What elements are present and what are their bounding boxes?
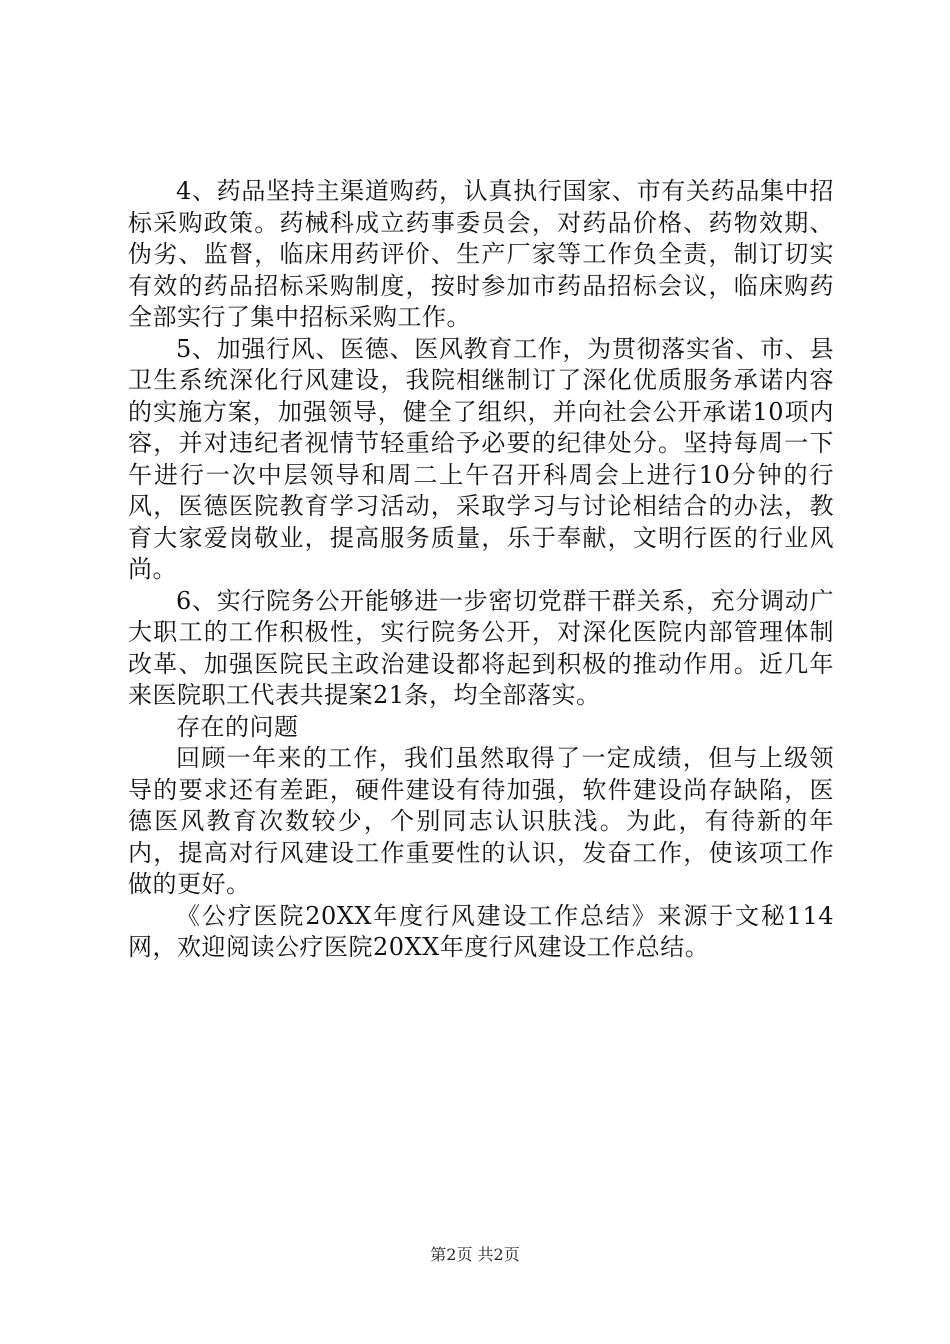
page-footer: 第2页 共2页	[430, 1245, 520, 1264]
paragraph-item-5: 5、加强行风、医德、医风教育工作，为贯彻落实省、市、县卫生系统深化行风建设，我院相继制订了深化优质服务承诺内容的实施方案，加强领导，健全了组织，并向社会公开承诺10项内容，并对违纪者视情节轻重给予必要的纪律处分。坚持每周一下午进行一次中层领导和周二上午召开科周会上进行10分钟的行风，医德医院教育学习活动，采取学习与讨论相结合的办法，教育大家爱岗敬业，提高服务质量，乐于奉献，文明行医的行业风尚。	[128, 334, 834, 583]
section-paragraph: 回顾一年来的工作，我们虽然取得了一定成绩，但与上级领导的要求还有差距，硬件建设有待加强，软件建设尚存缺陷，医德医风教育次数较少，个别同志认识肤浅。为此，有待新的年内，提高对行风建设工作重要性的认识，发奋工作，使该项工作做的更好。	[128, 744, 834, 898]
section-heading: 存在的问题	[176, 712, 299, 741]
document-body	[128, 176, 834, 964]
paragraph-item-6: 6、实行院务公开能够进一步密切党群干群关系，充分调动广大职工的工作积极性，实行院务公开，对深化医院内部管理体制改革、加强医院民主政治建设都将起到积极的推动作用。近几年来医院职工代表共提案21条，均全部落实。	[128, 586, 834, 709]
closing-paragraph: 《公疗医院20XX年度行风建设工作总结》来源于文秘114网，欢迎阅读公疗医院20XX年度行风建设工作总结。	[128, 901, 834, 961]
paragraph-item-4: 4、药品坚持主渠道购药，认真执行国家、市有关药品集中招标采购政策。药械科成立药事委员会，对药品价格、药物效期、伪劣、监督，临床用药评价、生产厂家等工作负全责，制订切实有效的药品招标采购制度，按时参加市药品招标会议，临床购药全部实行了集中招标采购工作。	[128, 177, 834, 331]
